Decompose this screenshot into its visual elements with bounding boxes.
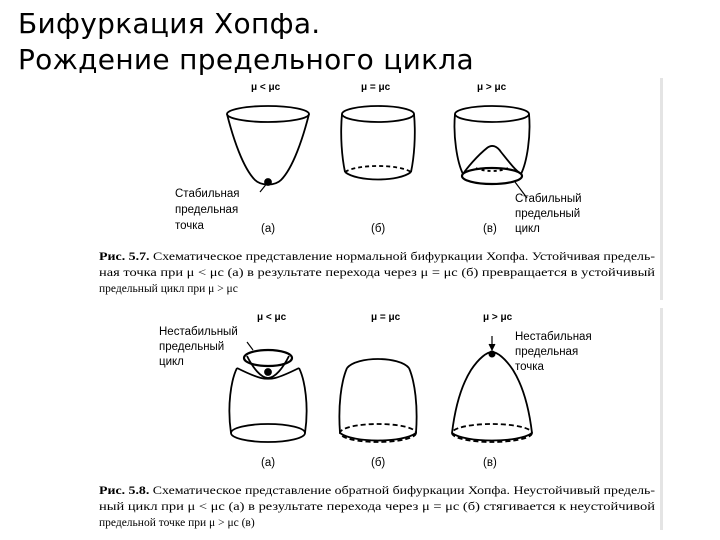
mu-label-c: μ > μc (477, 82, 507, 93)
caption-label: Рис. 5.7. (99, 251, 141, 263)
cup-a-stable-point (227, 106, 309, 185)
figure-5-8-scan (95, 306, 663, 532)
caption-line-3: предельной точке при μ > μc (в) (99, 517, 255, 529)
annotation-left-line-2: предельная (175, 204, 239, 216)
annotation-left-line-2: предельный (159, 341, 225, 353)
bowl-point-dot (265, 369, 271, 375)
caption-line-2: ный цикл при μ < μc (а) в результате перехода через μ = μc (б) стягивается к неустойчивой (99, 501, 655, 513)
inverted-cup-a-unstable-cycle (229, 350, 306, 442)
cup-c-stable-cycle (454, 106, 529, 184)
mu-label-c: μ > μc (483, 312, 513, 323)
scan-edge-2 (660, 308, 663, 530)
annotation-right-line-1: Нестабильная (515, 331, 592, 343)
caption-label: Рис. 5.8. (99, 485, 141, 497)
caption-line-3: предельный цикл при μ > μc (99, 283, 238, 295)
panel-label-c: (в) (483, 457, 497, 469)
panel-label-a: (а) (261, 223, 276, 235)
caption-text-1: Схематическое представление обратной бифуркации Хопфа. Неустойчивый предель- (152, 485, 570, 497)
caption-line-2: ная точка при μ < μc (а) в результате перехода через μ = μc (б) превращается в устойчивый (99, 267, 655, 279)
annotation-right-line-2: предельная (515, 346, 579, 358)
annotation-right-line-2: предельный (515, 208, 581, 220)
inverted-cup-b-critical (339, 359, 416, 442)
annotation-left-line-3: цикл (159, 356, 184, 368)
caption-line-1 (99, 251, 655, 263)
annotation-left-line-3: точка (175, 220, 204, 232)
annotation-right-line-3: цикл (515, 223, 540, 235)
unstable-point-dot (489, 351, 494, 356)
scan-edge-1 (660, 78, 663, 300)
cup-b-critical (341, 106, 415, 180)
mu-label-a: μ < μc (257, 312, 287, 323)
panel-label-c: (в) (483, 223, 497, 235)
annotation-left-line-1: Стабильная (175, 188, 240, 200)
caption-text-1: Схематическое представление нормальной бифуркации Хопфа. Устойчивая предель- (153, 251, 568, 263)
slide-title (18, 6, 474, 78)
annotation-left-line-1: Нестабильный (159, 326, 238, 338)
caption-line-1 (99, 485, 655, 497)
panel-label-b: (б) (371, 457, 386, 469)
figure-5-8-drawing (95, 306, 663, 532)
annotation-right-line-1: Стабильный (515, 193, 582, 205)
panel-label-a: (а) (261, 457, 276, 469)
figure-5-7-scan (95, 76, 663, 302)
slide-title-line-2: Рождение предельного цикла (18, 43, 474, 76)
annotation-right-line-3: точка (515, 361, 544, 373)
mu-label-b: μ = μc (371, 312, 401, 323)
mu-label-a: μ < μc (251, 82, 281, 93)
mu-label-b: μ = μc (361, 82, 391, 93)
figure-5-7-drawing (95, 76, 663, 302)
slide-title-line-1: Бифуркация Хопфа. (18, 7, 321, 40)
panel-label-b: (б) (371, 223, 386, 235)
